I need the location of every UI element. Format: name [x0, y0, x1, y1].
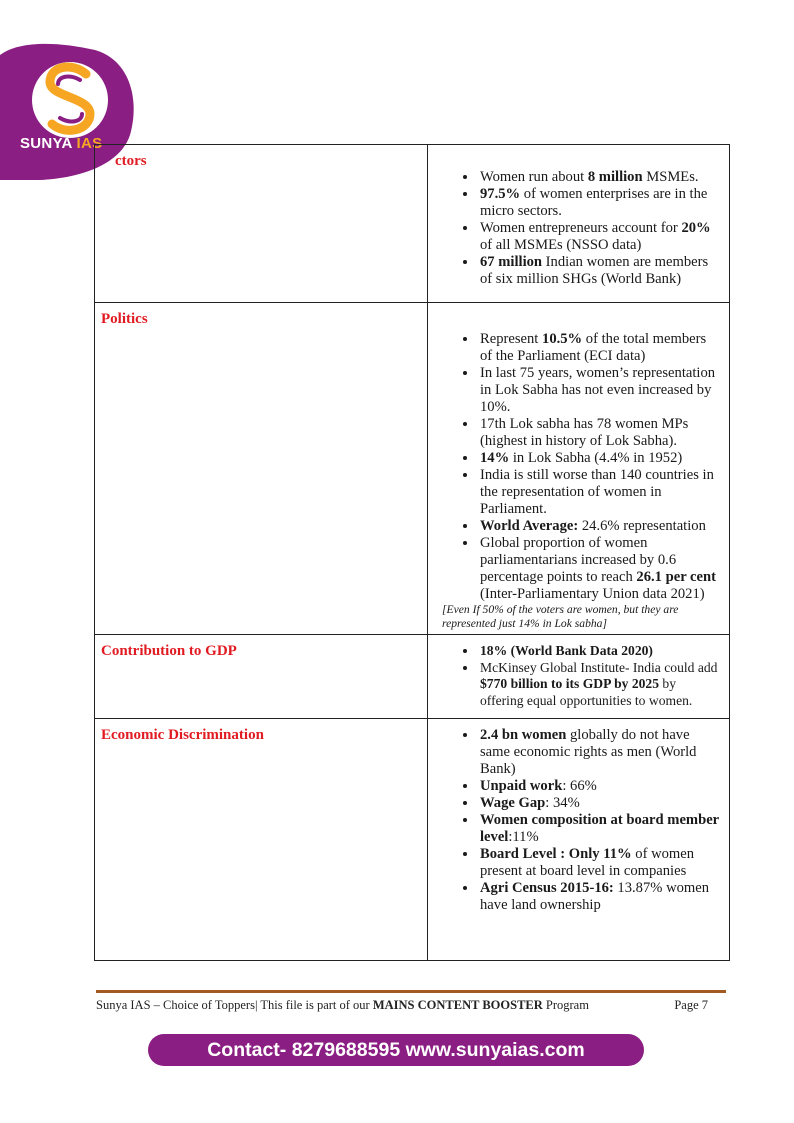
bullet-bold-text: 97.5%: [480, 186, 521, 202]
bullet-bold-text: Agri Census 2015-16:: [480, 880, 614, 896]
row-content: [428, 635, 730, 719]
bullet-text: India is still worse than 140 countries in the representation of women in Parliament.: [480, 467, 714, 517]
row-content: [428, 303, 730, 635]
row-label: Contribution to GDP: [95, 635, 428, 719]
bullet-list: [440, 643, 721, 709]
bullet-item: [478, 778, 721, 795]
logo-text-ias: IAS: [76, 135, 103, 152]
footer-suffix: Program: [542, 998, 589, 1012]
bullet-item: [478, 169, 721, 186]
row-label: ctors: [95, 145, 428, 303]
bullet-bold-text: $770 billion to its GDP by 2025: [480, 676, 660, 691]
bullet-text: globally do not have same economic rights as men (World Bank): [480, 727, 697, 777]
bullet-bold-text: 8 million: [587, 169, 643, 185]
bullet-text: Global proportion of women parliamentarians increased by 0.6 percentage points to reach: [480, 535, 677, 585]
bullet-bold-text: 14%: [480, 450, 510, 466]
bullet-item: [478, 365, 721, 416]
table-row: [95, 303, 730, 635]
bullet-item: [478, 518, 721, 535]
bullet-bold-text: 10.5%: [542, 331, 583, 347]
row-content: [428, 145, 730, 303]
bullet-text: in Lok Sabha (4.4% in 1952): [509, 450, 683, 466]
bullet-item: [478, 846, 721, 880]
bullet-text: of all MSMEs (NSSO data): [480, 237, 642, 253]
bullet-bold-text: Wage Gap: [480, 795, 546, 811]
content-table: [94, 144, 730, 961]
bullet-list: [440, 331, 721, 603]
bullet-text: 17th Lok sabha has 78 women MPs (highest in history of Lok Sabha).: [480, 416, 689, 449]
bullet-item: [478, 643, 721, 660]
bullet-text: 24.6% representation: [578, 518, 706, 534]
bullet-item: [478, 535, 721, 603]
bullet-item: [478, 416, 721, 450]
page-number: Page 7: [674, 998, 708, 1012]
bullet-item: [478, 880, 721, 914]
bullet-text: : 66%: [562, 778, 597, 794]
bullet-item: [478, 727, 721, 778]
bullet-text: In last 75 years, women’s representation in Lok Sabha has not even increased by 10%.: [480, 365, 716, 415]
bullet-item: [478, 186, 721, 220]
row-label: Politics: [95, 303, 428, 635]
row-label: Economic Discrimination: [95, 719, 428, 961]
footer: [96, 998, 726, 1013]
bullet-bold-text: Board Level : Only 11%: [480, 846, 632, 862]
bullet-text: : 34%: [545, 795, 580, 811]
bullet-text: of the total members of the Parliament (ECI data): [480, 331, 707, 364]
contact-banner: Contact- 8279688595 www.sunyaias.com: [148, 1034, 644, 1066]
bullet-bold-text: 26.1 per cent: [636, 569, 716, 585]
bullet-list: [440, 169, 721, 288]
note-text: [Even If 50% of the voters are women, but they are represented just 14% in Lok sabha]: [442, 603, 679, 630]
footer-prefix: Sunya IAS – Choice of Toppers| This file is part of our: [96, 998, 373, 1012]
bullet-text: 13.87% women have land ownership: [480, 880, 710, 913]
logo-text-sunya: SUNYA: [20, 135, 77, 152]
bullet-bold-text: 18% (World Bank Data 2020): [480, 643, 653, 658]
bullet-text: Represent: [480, 331, 543, 347]
table-row: [95, 145, 730, 303]
bullet-text: of women present at board level in companies: [480, 846, 695, 879]
bullet-text: by offering equal opportunities to women.: [480, 676, 693, 708]
bullet-item: [478, 220, 721, 254]
footer-divider: [96, 990, 726, 993]
table-row: [95, 635, 730, 719]
bullet-list: [440, 727, 721, 914]
bullet-text: :11%: [508, 829, 539, 845]
row-content: [428, 719, 730, 961]
footer-program: MAINS CONTENT BOOSTER: [372, 998, 543, 1012]
bullet-bold-text: 20%: [681, 220, 711, 236]
bullet-bold-text: 67 million: [480, 254, 543, 270]
bullet-text: McKinsey Global Institute- India could add: [480, 659, 718, 675]
bullet-text: (Inter-Parliamentary Union data 2021): [480, 586, 705, 602]
bullet-item: [478, 331, 721, 365]
bullet-item: [478, 254, 721, 288]
bullet-text: of women enterprises are in the micro sectors.: [480, 186, 708, 219]
bullet-item: [478, 812, 721, 846]
bullet-bold-text: Unpaid work: [480, 778, 563, 794]
bullet-bold-text: 2.4 bn women: [480, 727, 567, 743]
bullet-item: [478, 467, 721, 518]
bullet-text: Women entrepreneurs account for: [480, 220, 682, 236]
bullet-bold-text: Women composition at board member level: [480, 812, 719, 845]
bullet-item: [478, 660, 721, 710]
table-row: [95, 719, 730, 961]
bullet-item: [478, 795, 721, 812]
bullet-item: [478, 450, 721, 467]
bullet-text: Women run about: [480, 169, 588, 185]
bullet-bold-text: World Average:: [480, 518, 579, 534]
bullet-text: MSMEs.: [642, 169, 699, 185]
bullet-text: Indian women are members of six million SHGs (World Bank): [480, 254, 709, 287]
